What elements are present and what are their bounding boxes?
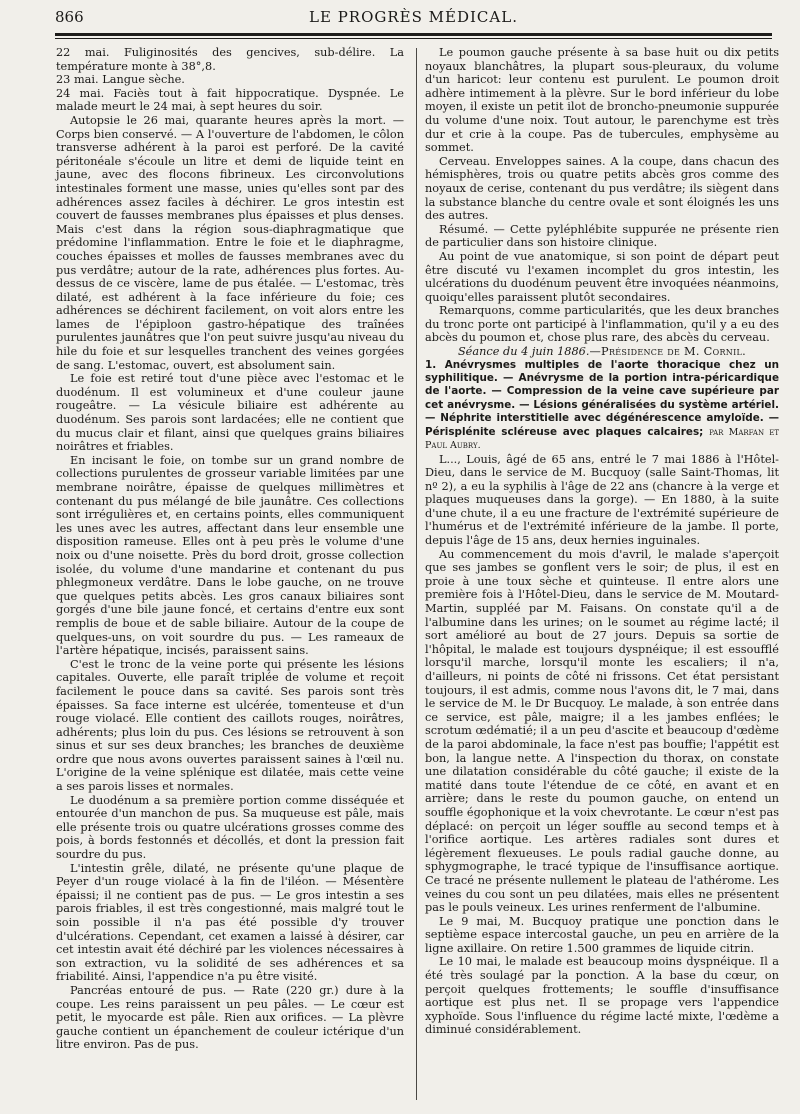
paragraph: Le foie est retiré tout d'une pièce avec l'estomac et le duodénum. Il est volumineux et d'une couleur jaune rougeâtre. — La vésicule biliaire est adhérente au duodénum. Ses parois sont lardacées; elle ne contient que du mucus clair et filant, ainsi que quelques grains biliaires noirâtres et friables. <box>56 372 404 454</box>
paragraph: En incisant le foie, on tombe sur un grand nombre de collections purulentes de grosseur variable limitées par une membrane noirâtre, épaisse de quelques millimètres et contenant du pus mélangé de bile jaunâtre. Ces collections sont irrégulières et, en certains points, elles communiquent les unes avec les autres, affectant dans leur ensemble une disposition rameuse. Elles ont à peu près le volume d'une noix ou d'une noisette. Près du bord droit, grosse collection isolée, du volume d'une mandarine et contenant du pus phlegmoneux verdâtre. Dans le lobe gauche, on ne trouve que quelques petits abcès. Les gros canaux biliaires sont gorgés d'une bile jaune foncé, et certains d'entre eux sont remplis de boue et de sable biliaire. Autour de la coupe de quelques-uns, on voit sourdre du pus. — Les rameaux de l'artère hépatique, incisés, paraissent sains. <box>56 453 404 658</box>
article-heading-text: 1. Anévrysmes multiples de l'aorte thoracique chez un syphilitique. — Anévrysme de la portion intra-péricardique de l'aorte. — Compression de la veine cave supérieure par cet anévrysme. — Lésions généralisées du système artériel. — Néphrite interstitielle avec dégénérescence amyloïde. — Périsplénite scléreuse avec plaques calcaires; <box>425 358 779 438</box>
page-number: 866 <box>55 8 84 26</box>
paragraph: 22 mai. Fuliginosités des gencives, sub-délire. La température monte à 38°,8. <box>56 46 404 73</box>
paragraph: Le 9 mai, M. Bucquoy pratique une ponction dans le septième espace intercostal gauche, un peu en arrière de la ligne axillaire. On retire 1.500 grammes de liquide citrin. <box>425 914 779 955</box>
seance-presidence: —Présidence de M. Cornil. <box>589 345 747 359</box>
left-column <box>56 46 404 1052</box>
paragraph: 24 mai. Faciès tout à fait hippocratique. Dyspnée. Le malade meurt le 24 mai, à sept heures du soir. <box>56 86 404 114</box>
seance-date: Séance du 4 juin 1886. <box>457 345 590 359</box>
right-column <box>425 46 779 1037</box>
paragraph: Le 10 mai, le malade est beaucoup moins dyspnéique. Il a été très soulagé par la ponction. A la base du cœur, on perçoit quelques frottements; le souffle d'insuffisance aortique est plus net. Il se propage vers l'appendice xyphoïde. Sous l'influence du régime lacté mixte, l'œdème a diminué considérablement. <box>425 955 779 1037</box>
paragraph: L'intestin grêle, dilaté, ne présente qu'une plaque de Peyer d'un rouge violacé à la fin de l'iléon. — Mésentère épaissi; il ne contient pas de pus. — Le gros intestin a ses parois friables, il est très congestionné, mais malgré tout le soin possible il n'a pas été possible d'y trouver d'ulcérations. Cependant, cet examen a laissé à désirer, car cet intestin avait été déchiré par les violences nécessaires à son extraction, vu la solidité de ses adhérences et sa friabilité. Ainsi, l'appendice n'a pu être visité. <box>56 861 404 984</box>
paragraph: Pancréas entouré de pus. — Rate (220 gr.) dure à la coupe. Les reins paraissent un peu pâles. — Le cœur est petit, le myocarde est pâle. Rien aux orifices. — La plèvre gauche contient un épanchement de couleur ictérique d'un litre environ. Pas de pus. <box>56 983 404 1052</box>
header-rule-thin <box>55 38 772 39</box>
paragraph: Au commencement du mois d'avril, le malade s'aperçoit que ses jambes se gonflent vers le soir; de plus, il est en proie à une toux sèche et quinteuse. Il entre alors une première fois à l'Hôtel-Dieu, dans le service de M. Moutard-Martin, suppléé par M. Faisans. On constate qu'il a de l'albumine dans les urines; on le soumet au régime lacté; il sort amélioré au bout de 27 jours. Depuis sa sortie de l'hôpital, le malade est toujours dyspnéique; il est essoufflé lorsqu'il marche, lorsqu'il monte les escaliers; il n'a, d'ailleurs, ni points de côté ni frissons. Cet état persistant toujours, il est admis, comme nous l'avons dit, le 7 mai, dans le service de M. le Dr Bucquoy. Le malade, à son entrée dans ce service, est pâle, maigre; il a les jambes enflées; le scrotum œdématié; il a un peu d'ascite et beaucoup d'œdème de la paroi abdominale, la face n'est pas bouffie; l'appétit est bon, la langue nette. A l'inspection du thorax, on constate une dilatation considérable du côté gauche; il existe de la matité dans toute l'étendue de ce côté, en avant et en arrière; dans le reste du poumon gauche, on entend un souffle égophonique et la voix chevrotante. Le cœur n'est pas déplacé: on perçoit un léger souffle au second temps et à l'orifice aortique. Les artères radiales sont dures et légèrement flexueuses. Le pouls radial gauche donne, au sphygmographe, le tracé typique de l'insuffisance aortique. Ce tracé ne présente nullement le plateau de l'athérome. Les veines du cou sont un peu dilatées, mais elles ne présentent pas le pouls veineux. Les urines renferment de l'albumine. <box>425 547 779 915</box>
page-header <box>55 6 772 28</box>
header-rule-thick <box>55 33 772 36</box>
article-authors: par Marfan et Paul Aubry. <box>425 426 779 452</box>
paragraph: Le duodénum a sa première portion comme disséquée et entourée d'un manchon de pus. Sa muqueuse est pâle, mais elle présente trois ou quatre ulcérations grosses comme des pois, à bords festonnés et décollés, et dont la pression fait sourdre du pus. <box>56 793 404 862</box>
paragraph: Résumé. — Cette pyléphlébite suppurée ne présente rien de particulier dans son histoire clinique. <box>425 222 779 250</box>
paragraph: L..., Louis, âgé de 65 ans, entré le 7 mai 1886 à l'Hôtel-Dieu, dans le service de M. Bucquoy (salle Saint-Thomas, lit nº 2), a eu la syphilis à l'âge de 22 ans (chancre à la verge et plaques muqueuses dans la gorge). — En 1880, à la suite d'une chute, il a eu une fracture de l'extrémité supérieure de l'humérus et de l'extrémité inférieure de la jambe. Il porte, depuis l'âge de 15 ans, deux hernies inguinales. <box>425 452 779 548</box>
paragraph: C'est le tronc de la veine porte qui présente les lésions capitales. Ouverte, elle paraît triplée de volume et reçoit facilement le pouce dans sa cavité. Ses parois sont très épaisses. Sa face interne est ulcérée, tomenteuse et d'un rouge violacé. Elle contient des caillots rouges, noirâtres, adhérents; plus loin du pus. Ces lésions se retrouvent à son sinus et sur ses deux branches; les branches de deuxième ordre que nous avons ouvertes paraissent saines à l'œil nu. L'origine de la veine splénique est dilatée, mais cette veine a ses parois lisses et normales. <box>56 657 404 794</box>
paragraph: Au point de vue anatomique, si son point de départ peut être discuté vu l'examen incomplet du gros intestin, les ulcérations du duodénum peuvent être invoquées néanmoins, quoiqu'elles paraissent plutôt secondaires. <box>425 249 779 304</box>
seance-heading <box>425 345 779 359</box>
article-heading <box>425 359 779 453</box>
paragraph: Autopsie le 26 mai, quarante heures après la mort. — Corps bien conservé. — A l'ouverture de l'abdomen, le côlon transverse adhérent à la paroi est perforé. De la cavité péritonéale s'écoule un litre et demi de liquide teint en jaune, avec des flocons fibrineux. Les circonvolutions intestinales forment une masse, unies qu'elles sont par des adhérences assez faciles à déchirer. Le gros intestin est couvert de fausses membranes plus épaisses et plus denses. Mais c'est dans la région sous-diaphragmatique que prédomine l'inflammation. Entre le foie et le diaphragme, couches épaisses et molles de fausses membranes avec du pus verdâtre; autour de la rate, adhérences plus fortes. Au-dessus de ce viscère, lame de pus étalée. — L'estomac, très dilaté, est adhérent à la face inférieure du foie; ces adhérences se déchirent facilement, on voit alors entre les lames de l'épiploon gastro-hépatique des traînées purulentes jaunâtres que l'on peut suivre jusqu'au niveau du hile du foie et sur lesquelles tranchent des veines gorgées de sang. L'estomac, ouvert, est absolument sain. <box>56 113 405 372</box>
paragraph: Remarquons, comme particularités, que les deux branches du tronc porte ont participé à l'inflammation, qu'il y a eu des abcès du poumon et, chose plus rare, des abcès du cerveau. <box>425 304 779 345</box>
paragraph: Le poumon gauche présente à sa base huit ou dix petits noyaux blanchâtres, la plupart sous-pleuraux, du volume d'un haricot: leur contenu est purulent. Le poumon droit adhère intimement à la plèvre. Sur le bord inférieur du lobe moyen, il existe un petit ilot de broncho-pneumonie suppurée du volume d'une noix. Tout autour, le parenchyme est très dur et crie à la coupe. Pas de tubercules, emphysème au sommet. <box>425 46 779 155</box>
column-divider <box>416 48 417 1100</box>
paragraph: Cerveau. Enveloppes saines. A la coupe, dans chacun des hémisphères, trois ou quatre petits abcès gros comme des noyaux de cerise, contenant du pus verdâtre; ils siègent dans la substance blanche du centre ovale et sont éloignés les uns des autres. <box>425 154 779 223</box>
journal-title: LE PROGRÈS MÉDICAL. <box>309 8 518 26</box>
paragraph: 23 mai. Langue sèche. <box>56 73 185 87</box>
